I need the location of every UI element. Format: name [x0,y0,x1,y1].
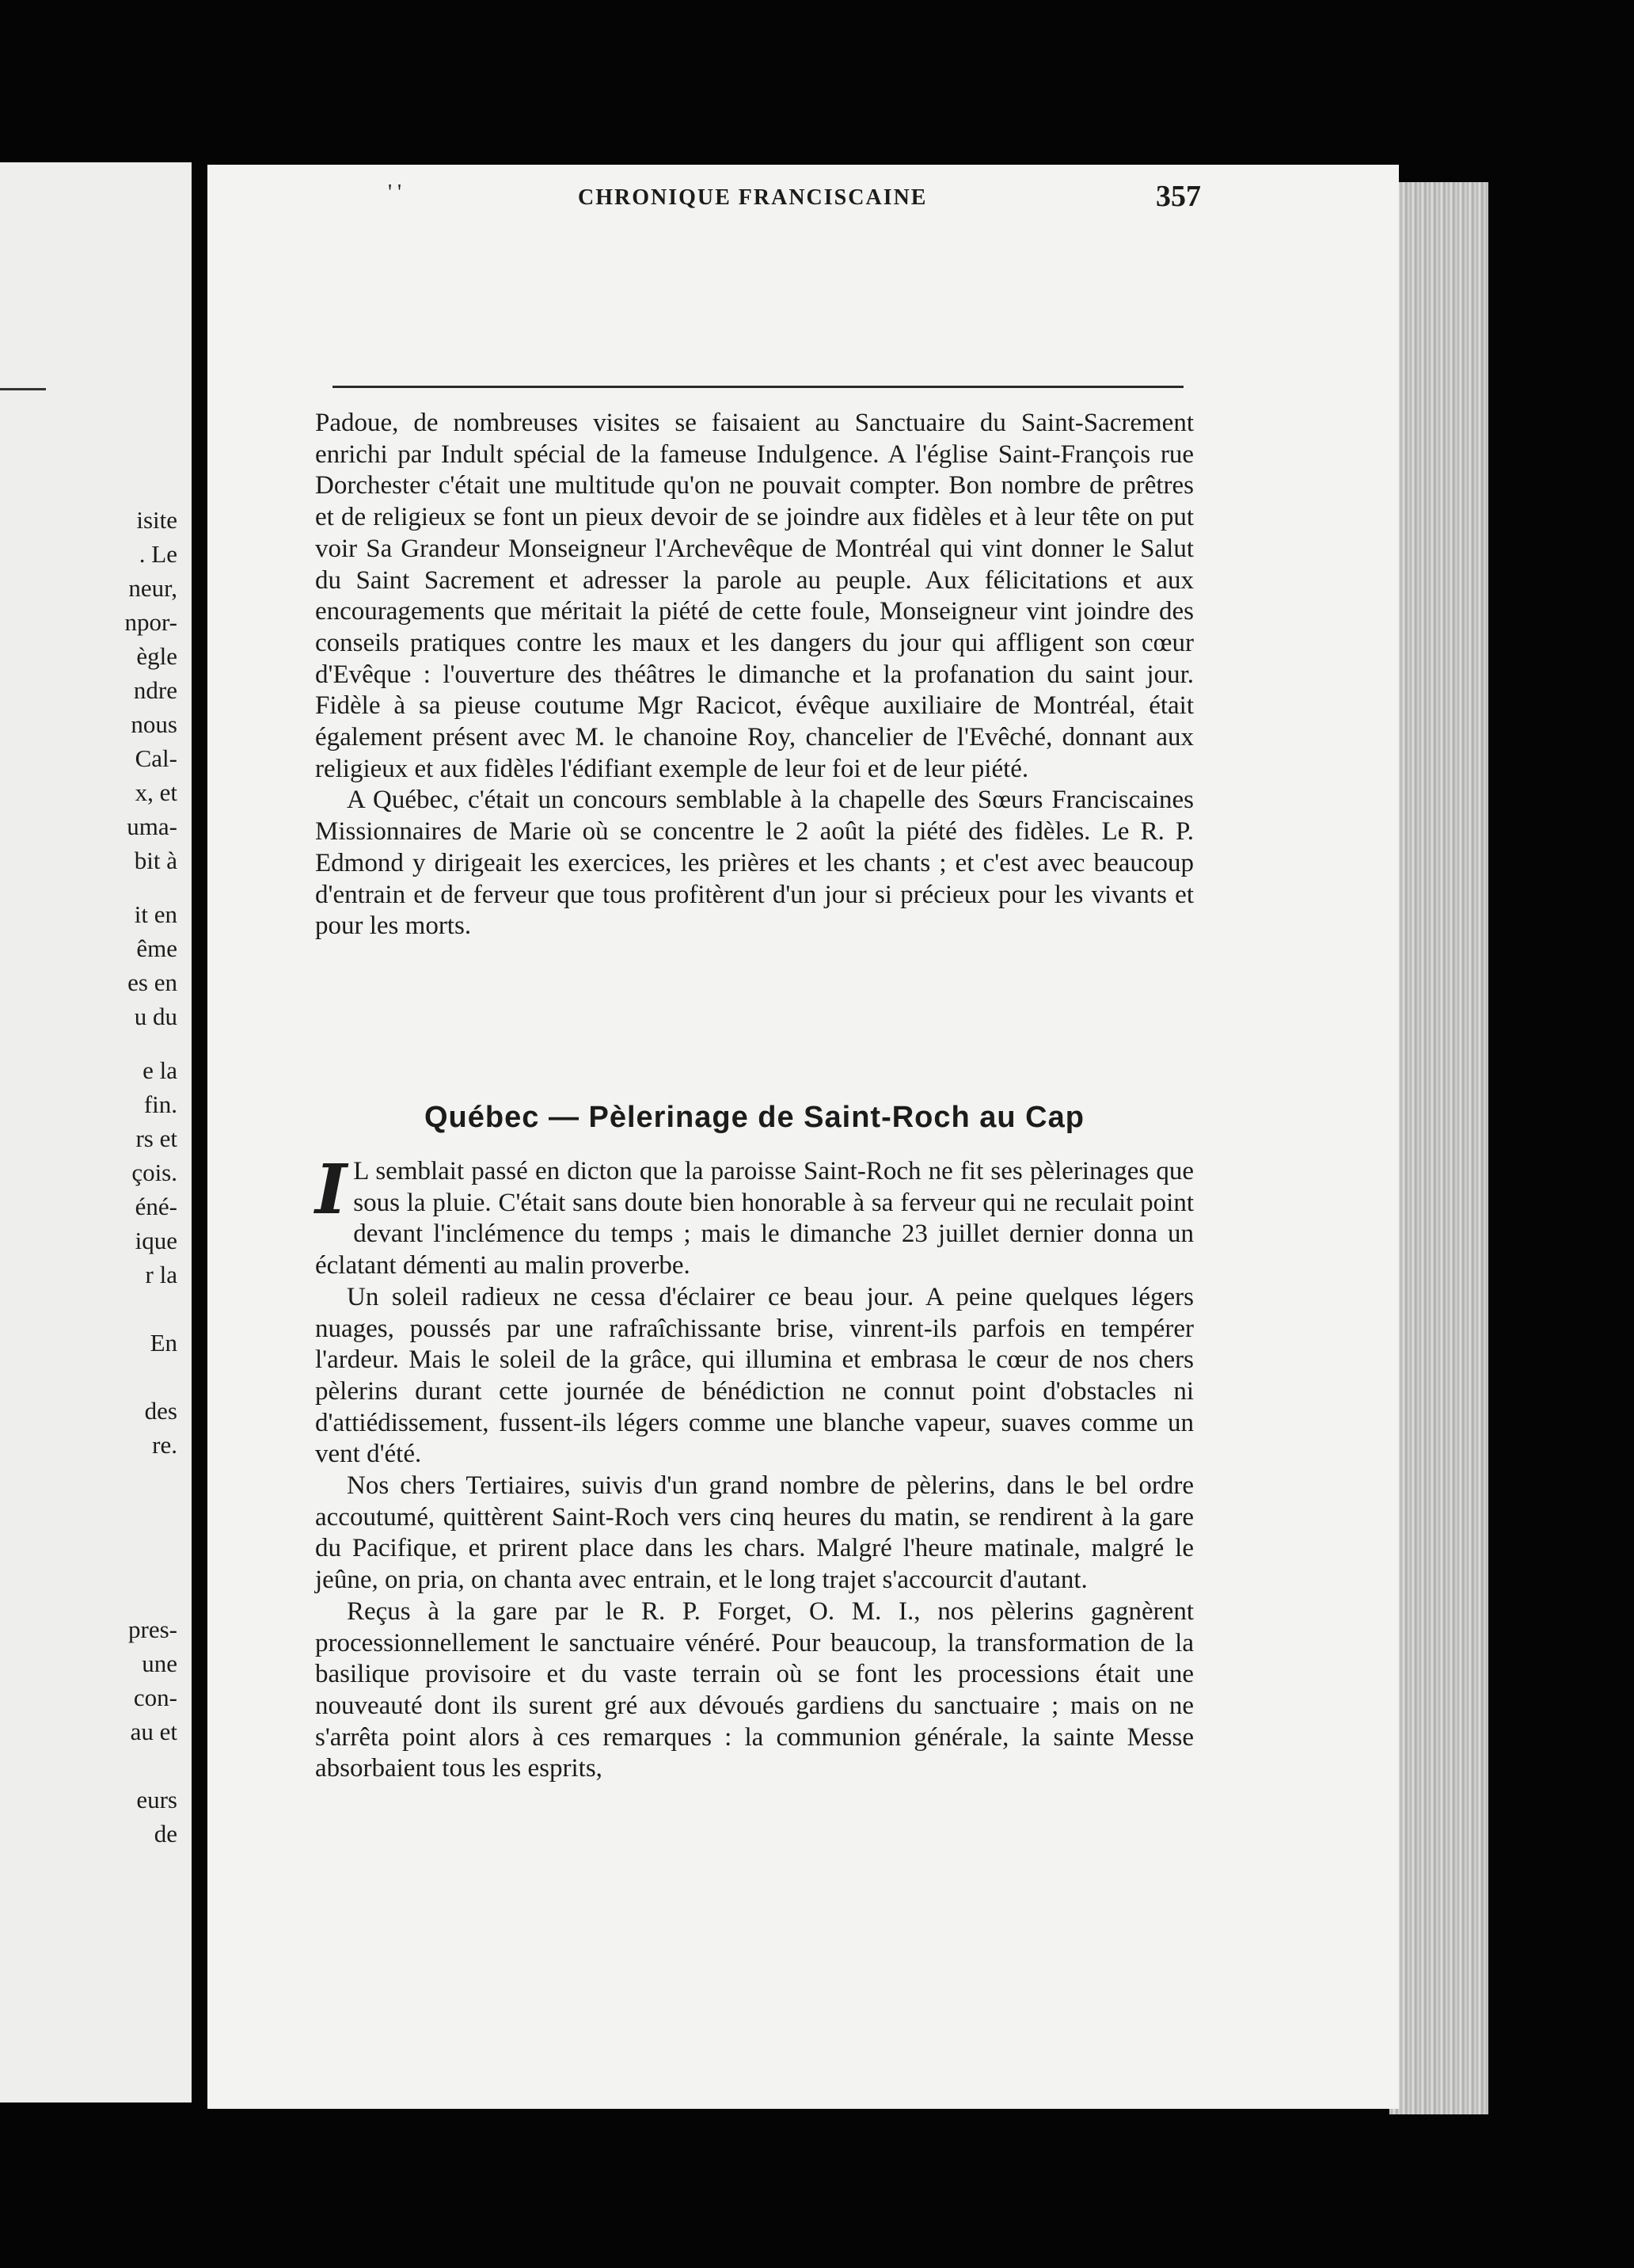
previous-page-line: x, et [135,778,177,806]
previous-page-header-rule [0,388,46,390]
previous-page-line: bit à [134,847,177,874]
previous-page-line: es en [127,968,177,996]
previous-page-line: fin. [143,1090,177,1118]
paragraph: A Québec, c'était un concours semblable à la chapelle des Sœurs Franciscaines Missionnaires de Marie où se concentre le 2 août la piété des fidèles. Le R. P. Edmond y dirigeait les exercices, les prières et les chants ; et c'est avec beaucoup d'entrain et de ferveur que tous profitèrent d'un jour si précieux pour les vivants et pour les morts. [315,786,1194,941]
previous-page-line: des [144,1397,177,1425]
previous-page [0,162,192,2102]
previous-page-line: eurs [136,1786,177,1813]
previous-page-line: au et [130,1718,177,1745]
previous-page-line: nous [131,710,177,738]
drop-cap: I [315,1150,348,1230]
paragraph [315,1150,1194,1282]
previous-page-line: En [150,1329,177,1357]
previous-page-line: . Le [139,540,177,568]
paragraph: Nos chers Tertiaires, suivis d'un grand nombre de pèlerins, dans le bel ordre accoutumé, quittèrent Saint-Roch vers cinq heures du matin, se rendirent à la gare du Pacifique, et prirent place dans les chars. Malgré l'heure matinale, malgré le jeûne, on pria, on chanta avec entrain, et le long trajet s'accourcit d'autant. [315,1471,1194,1595]
previous-page-line: r la [145,1261,177,1288]
section-heading: Québec — Pèlerinage de Saint-Roch au Cap [424,1101,1085,1134]
paragraph: Un soleil radieux ne cessa d'éclairer ce beau jour. A peine quelques légers nuages, poussés par une rafraîchissante brise, vinrent-ils parfois en tempérer l'ardeur. Mais le soleil de la grâce, qui illumina et embrasa le cœur de nos chers pèlerins durant cette journée de bénédiction ne connut point d'obstacles ni d'attiédissement, fussent-ils légers comme une blanche vapeur, suaves comme un vent d'été. [315,1282,1194,1469]
previous-page-line: çois. [131,1159,177,1186]
previous-page-line: ndre [133,676,177,704]
previous-page-line: une [142,1650,177,1677]
paragraph-text: L semblait passé en dicton que la paroisse Saint-Roch ne fit ses pèlerinages que sous la pluie. C'était sans doute bien honorable à sa ferveur qui ne reculait point devant l'inclémence du temps ; mais le dimanche 23 juillet dernier donna un éclatant démenti au malin proverbe. [315,1157,1194,1281]
previous-page-line: isite [136,506,177,534]
page-number: 357 [1156,180,1201,213]
previous-page-line: ègle [136,642,177,670]
previous-page-line: éné- [135,1193,177,1220]
page-header [332,181,1203,228]
previous-page-line: re. [152,1431,177,1459]
section-body [315,1150,1194,1785]
body-text [315,408,1194,942]
running-title: CHRONIQUE FRANCISCAINE [578,185,928,210]
previous-page-line: u du [134,1003,177,1030]
paragraph: Padoue, de nombreuses visites se faisaient au Sanctuaire du Saint-Sacrement enrichi par Indult spécial de la fameuse Indulgence. A l'église Saint-François rue Dorchester c'était une multitude qu'on ne pouvait compter. Bon nombre de prêtres et de religieux se font un pieux devoir de se joindre aux fidèles et à leur tête on put voir Sa Grandeur Monseigneur l'Archevêque de Montréal qui vint donner le Salut du Saint Sacrement et adresser la parole au peuple. Aux félicitations et aux encouragements que méritait la piété de cette foule, Monseigneur vint joindre des conseils pratiques contre les maux et les dangers du jour qui affligent son cœur d'Evêque : l'ouverture des théâtres le dimanche et la profanation du saint jour. Fidèle à sa pieuse coutume Mgr Racicot, évêque auxiliaire de Montréal, était également présent avec M. le chanoine Roy, chancelier de l'Evêché, donnant aux religieux et aux fidèles l'édifiant exemple de leur foi et de leur piété. [315,409,1194,783]
previous-page-line: it en [134,900,177,928]
header-mark: ' ' [388,181,402,205]
previous-page-line: ique [135,1227,177,1254]
previous-page-line: npor- [124,608,177,636]
previous-page-line: e la [142,1056,177,1084]
previous-page-line: uma- [127,812,177,840]
previous-page-line: rs et [135,1124,177,1152]
paragraph: Reçus à la gare par le R. P. Forget, O. M. I., nos pèlerins gagnèrent processionnellement le sanctuaire vénéré. Pour beaucoup, la transformation de la basilique provisoire et du vaste terrain où se font les processions était une nouveauté dont ils surent gré aux dévoués gardiens du sanctuaire ; mais on ne s'arrêta point alors à ces remarques : la communion générale, la sainte Messe absorbaient tous les esprits, [315,1596,1194,1783]
previous-page-line: ême [136,934,177,962]
previous-page-line: Cal- [135,744,177,772]
previous-page-line: pres- [128,1615,177,1643]
book-page-edges [1389,182,1488,2114]
header-rule [332,386,1184,388]
previous-page-line: de [154,1820,177,1848]
previous-page-line: neur, [128,574,177,602]
previous-page-line: con- [133,1684,177,1711]
